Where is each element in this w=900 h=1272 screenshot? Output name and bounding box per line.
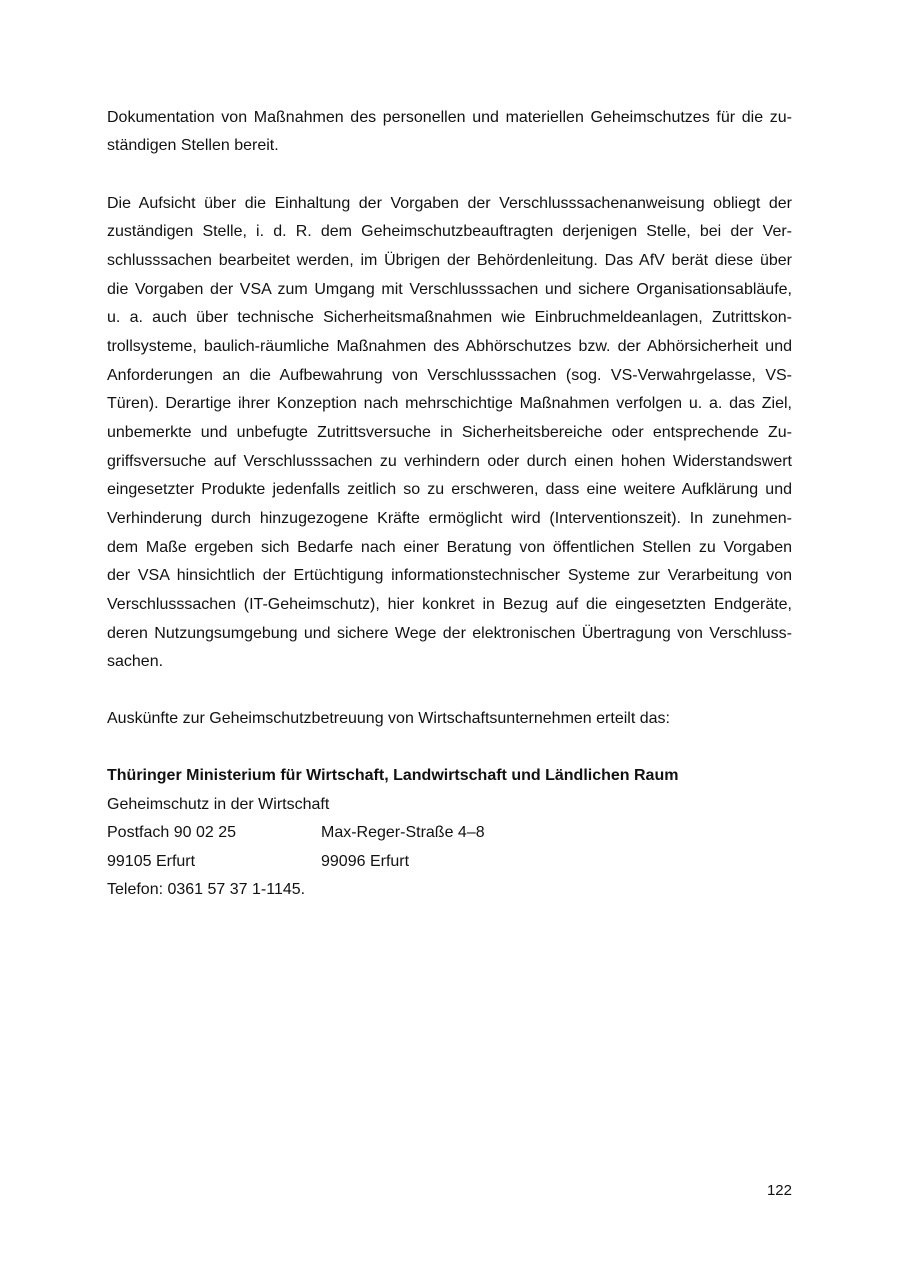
paragraph-1-line-1: Dokumentation von Maßnahmen des personellen und materiellen Geheimschutzes für die zu- [107, 109, 792, 126]
page-number: 122 [766, 1182, 792, 1199]
paragraph-2-line-15: Verschlusssachen (IT-Geheimschutz), hier konkret in Bezug auf die eingesetzten Endgeräte, [107, 596, 792, 613]
address-organization: Thüringer Ministerium für Wirtschaft, Landwirtschaft und Ländlichen Raum [107, 767, 679, 784]
paragraph-2-line-9: unbemerkte und unbefugte Zutrittsversuche in Sicherheitsbereiche oder entsprechende Zu- [107, 424, 792, 441]
paragraph-2-line-10: griffsversuche auf Verschlusssachen zu verhindern oder durch einen hohen Widerstandswert [107, 453, 792, 470]
paragraph-2-line-16: deren Nutzungsumgebung und sichere Wege der elektronischen Übertragung von Verschluss- [107, 625, 792, 642]
paragraph-2-line-7: Anforderungen an die Aufbewahrung von Verschlusssachen (sog. VS-Verwahrgelasse, VS- [107, 367, 792, 384]
address-street-city: 99096 Erfurt [321, 853, 410, 870]
paragraph-3: Auskünfte zur Geheimschutzbetreuung von Wirtschaftsunternehmen erteilt das: [107, 710, 670, 727]
paragraph-2-line-2: zuständigen Stelle, i. d. R. dem Geheimschutzbeauftragten derjenigen Stelle, bei der Ver- [107, 223, 792, 240]
paragraph-1-line-2: ständigen Stellen bereit. [107, 137, 279, 154]
address-postbox: Postfach 90 02 25 [107, 824, 236, 841]
paragraph-2-line-14: der VSA hinsichtlich der Ertüchtigung informationstechnischer Systeme zur Verarbeitung von [107, 567, 792, 584]
paragraph-2-line-8: Türen). Derartige ihrer Konzeption nach mehrschichtige Maßnahmen verfolgen u. a. das Ziel, [107, 395, 792, 412]
paragraph-2-line-12: Verhinderung durch hinzugezogene Kräfte ermöglicht wird (Interventionszeit). In zunehmen- [107, 510, 792, 527]
paragraph-2-line-17: sachen. [107, 653, 164, 670]
paragraph-2-line-11: eingesetzter Produkte jedenfalls zeitlich so zu erschweren, dass eine weitere Aufklärung und [107, 481, 792, 498]
address-postbox-city: 99105 Erfurt [107, 853, 196, 870]
address-department: Geheimschutz in der Wirtschaft [107, 796, 330, 813]
paragraph-2-line-13: dem Maße ergeben sich Bedarfe nach einer Beratung von öffentlichen Stellen zu Vorgaben [107, 539, 792, 556]
paragraph-2-line-3: schlusssachen bearbeitet werden, im Übrigen der Behördenleitung. Das AfV berät diese über [107, 252, 792, 269]
paragraph-2-line-4: die Vorgaben der VSA zum Umgang mit Verschlusssachen und sichere Organisationsabläufe, [107, 281, 792, 298]
address-phone: Telefon: 0361 57 37 1-1145. [107, 881, 306, 898]
paragraph-2-line-5: u. a. auch über technische Sicherheitsmaßnahmen wie Einbruchmeldeanlagen, Zutrittskon- [107, 309, 792, 326]
paragraph-2-line-6: trollsysteme, baulich-räumliche Maßnahmen des Abhörschutzes bzw. der Abhörsicherheit und [107, 338, 792, 355]
address-street: Max-Reger-Straße 4–8 [321, 824, 485, 841]
paragraph-2-line-1: Die Aufsicht über die Einhaltung der Vorgaben der Verschlusssachenanweisung obliegt der [107, 195, 792, 212]
